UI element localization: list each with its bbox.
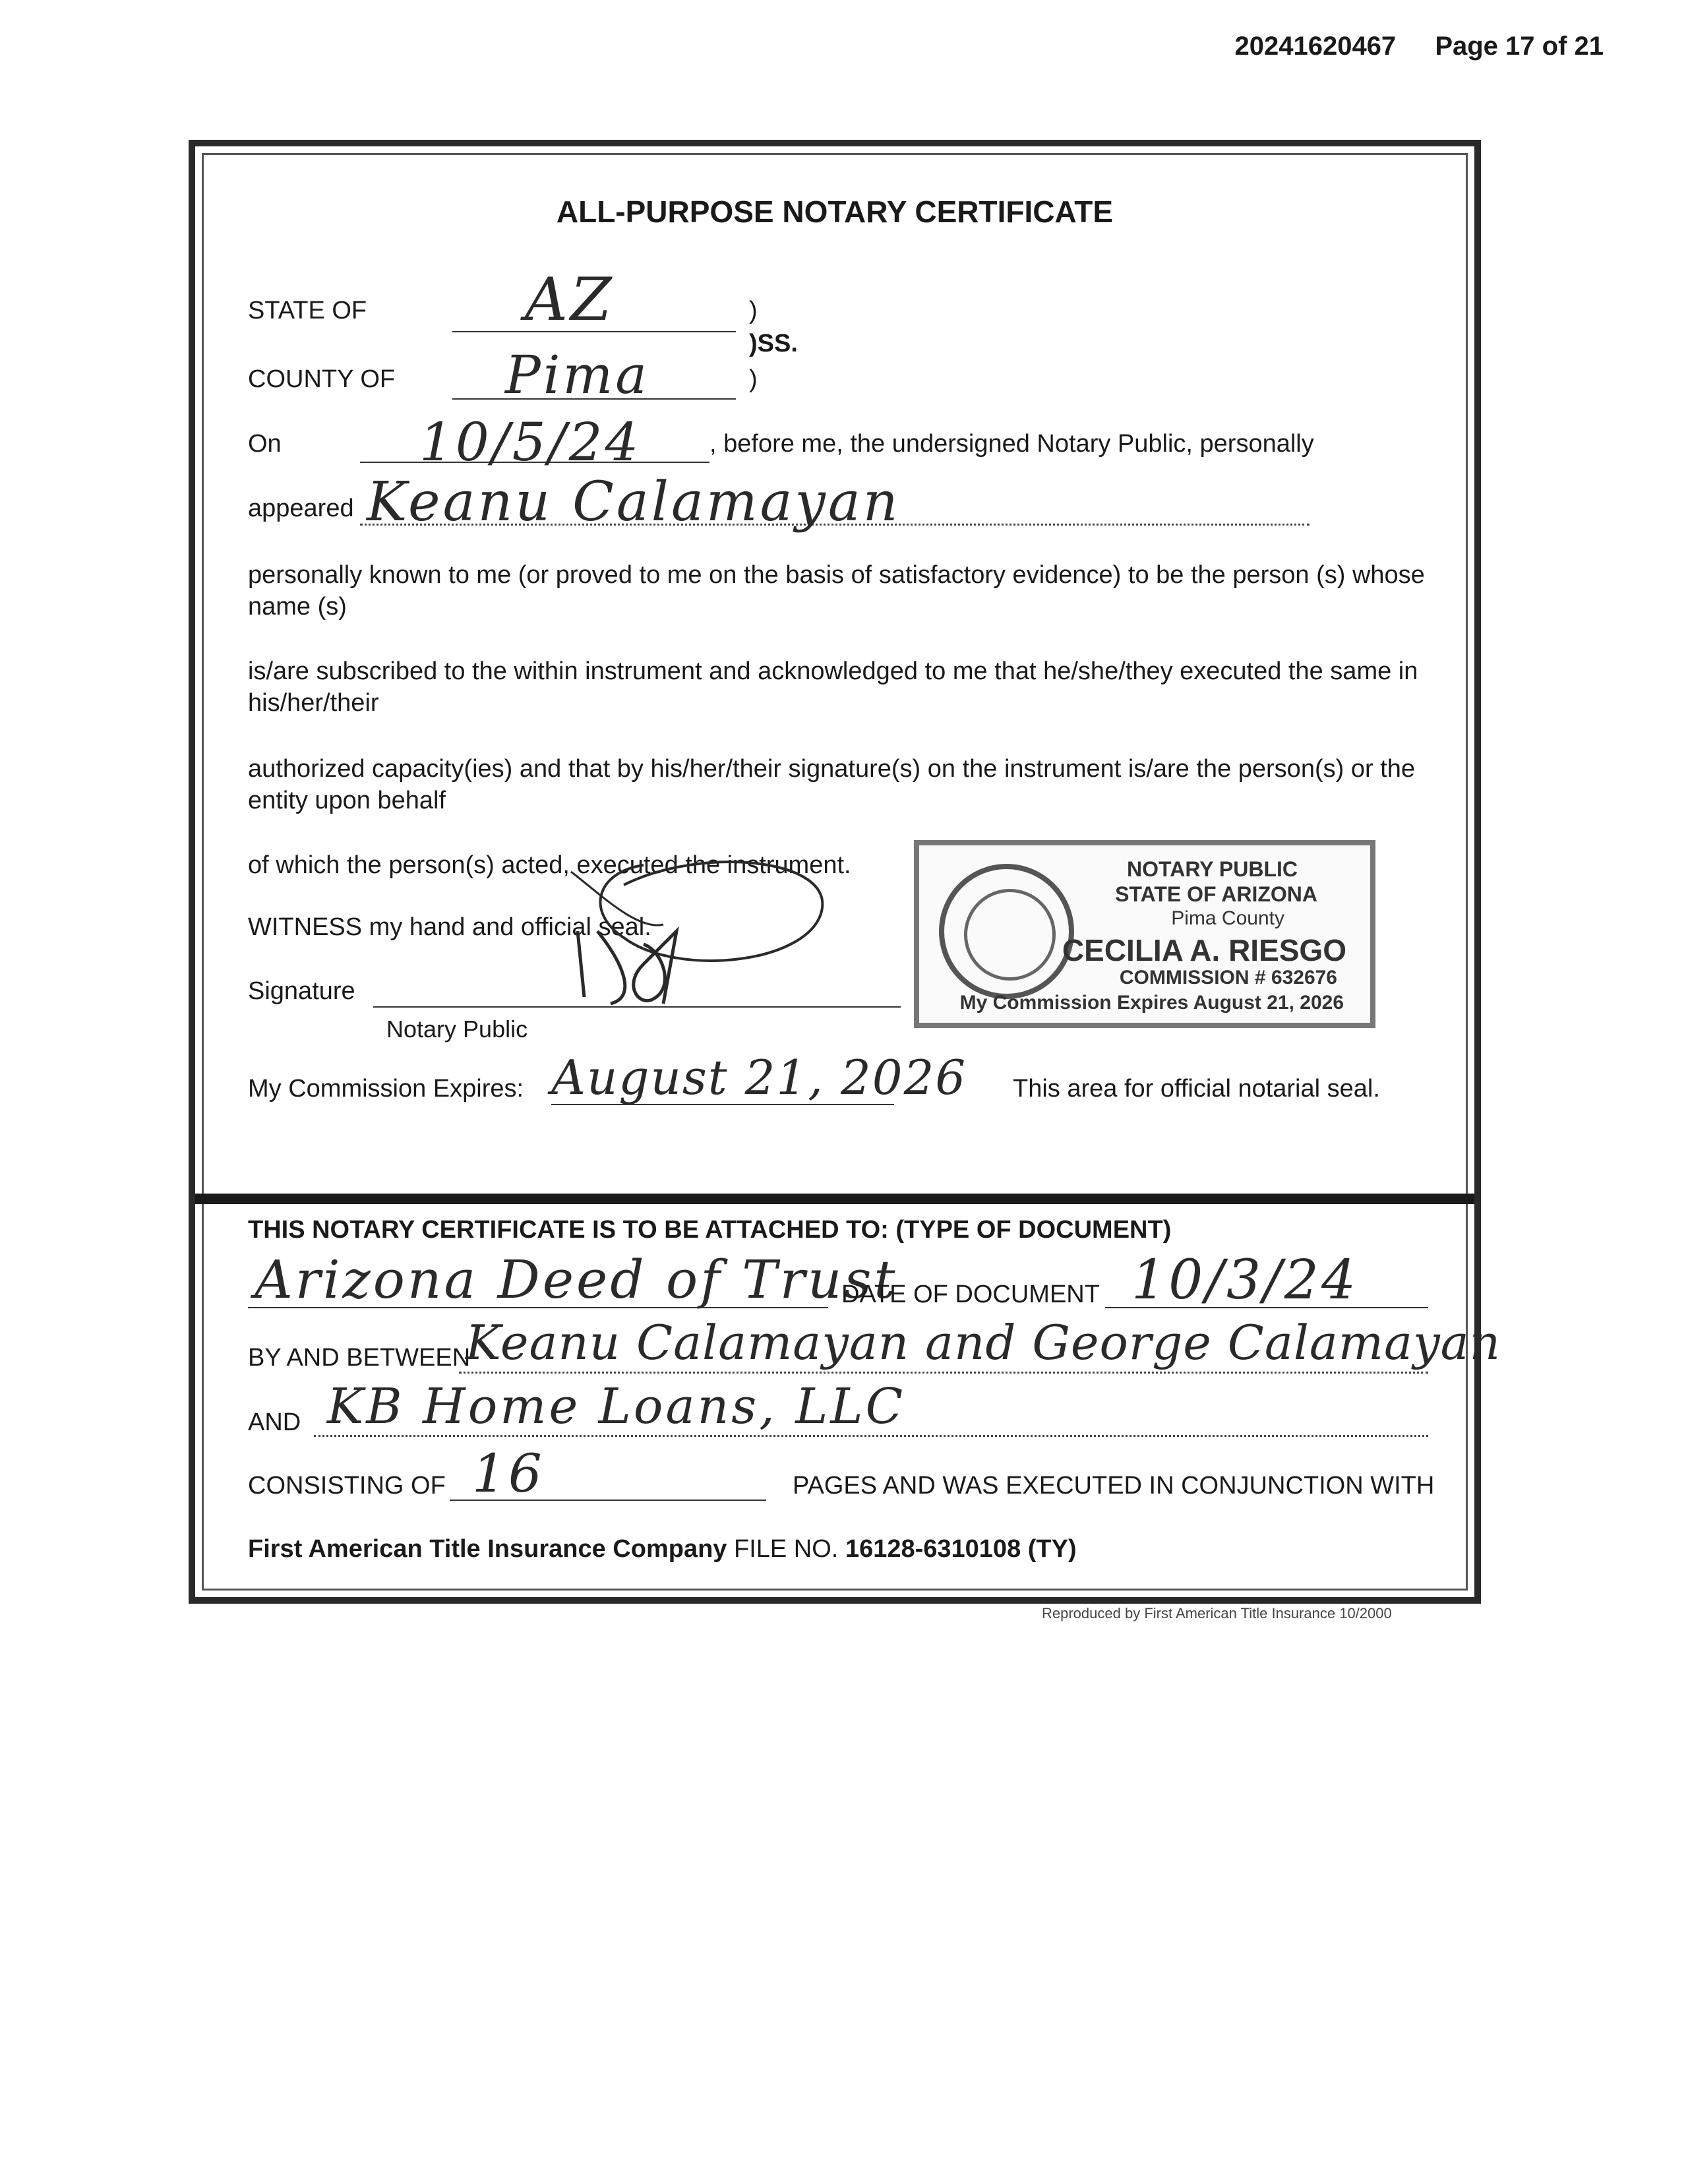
appeared-name: Keanu Calamayan [367,471,901,533]
seal-commission-number: COMMISSION # 632676 [1119,967,1337,988]
and-line [314,1435,1428,1437]
state-value: AZ [525,265,615,334]
seal-expiration: My Commission Expires August 21, 2026 [959,992,1344,1014]
signature-label: Signature [248,977,355,1005]
on-date-value: 10/5/24 [419,411,642,473]
consisting-label: CONSISTING OF [248,1472,446,1500]
paragraph-2: is/are subscribed to the within instrument and acknowledged to me that he/she/they executed the same in his/her/their [248,657,1418,717]
notary-signature-scribble [426,832,901,1030]
consisting-value: 16 [472,1443,545,1504]
seal-notary-name: CECILIA A. RIESGO [1062,933,1346,967]
between-line [459,1372,1428,1374]
paragraph-1: personally known to me (or proved to me on the basis of satisfactory evidence) to be the person (s) whose name (s) [248,561,1425,621]
signature-caption: Notary Public [386,1016,528,1043]
between-value: Keanu Calamayan and George Calamayan [466,1315,1501,1370]
and-label: AND [248,1409,301,1436]
file-number: 16128-6310108 [845,1535,1021,1563]
and-value: KB Home Loans, LLC [327,1378,906,1435]
paragraph-5: WITNESS my hand and official seal. [248,913,651,941]
pages-text: PAGES AND WAS EXECUTED IN CONJUNCTION WITH [793,1472,1435,1500]
seal-area-caption: This area for official notarial seal. [1013,1075,1380,1103]
attach-heading: THIS NOTARY CERTIFICATE IS TO BE ATTACHED TO: (TYPE OF DOCUMENT) [248,1216,1172,1244]
seal-line-3: Pima County [1171,907,1284,929]
file-line [248,1535,1077,1563]
seal-line-1: NOTARY PUBLIC [1127,857,1298,881]
page-indicator: Page 17 of 21 [1435,32,1604,61]
appeared-label: appeared [248,495,354,522]
county-value: Pima [505,344,649,406]
certificate-frame [189,140,1501,1604]
bracket-2: ) [749,365,758,393]
doc-date-value: 10/3/24 [1131,1249,1359,1312]
file-label: FILE NO. [734,1535,839,1563]
on-label: On [248,430,282,458]
bracket-1: ) [749,297,758,324]
doc-date-label: DATE OF DOCUMENT [841,1281,1100,1308]
footer-credit: Reproduced by First American Title Insurance 10/2000 [1042,1605,1392,1622]
commission-value: August 21, 2026 [551,1050,967,1105]
doc-type-value: Arizona Deed of Trust [255,1249,898,1310]
notary-seal-stamp [914,840,1375,1028]
paragraph-4: of which the person(s) acted, executed the instrument. [248,851,851,879]
commission-label: My Commission Expires: [248,1075,524,1103]
seal-line-2: STATE OF ARIZONA [1115,882,1317,906]
section-divider [195,1194,1474,1204]
page-header [1203,32,1604,61]
certificate-title: ALL-PURPOSE NOTARY CERTIFICATE [556,195,1114,229]
arizona-state-seal-icon [939,864,1074,999]
state-label: STATE OF [248,297,367,324]
paragraph-3: authorized capacity(ies) and that by his/her/their signature(s) on the instrument is/are the person(s) or the entity upon behalf [248,755,1415,814]
document-number: 20241620467 [1234,32,1397,61]
file-suffix: (TY) [1027,1535,1077,1563]
ss-label: )SS. [749,330,798,357]
company-name: First American Title Insurance Company [248,1535,727,1563]
county-label: COUNTY OF [248,365,396,393]
between-label: BY AND BETWEEN [248,1344,471,1372]
on-suffix: , before me, the undersigned Notary Public, personally [709,430,1314,458]
